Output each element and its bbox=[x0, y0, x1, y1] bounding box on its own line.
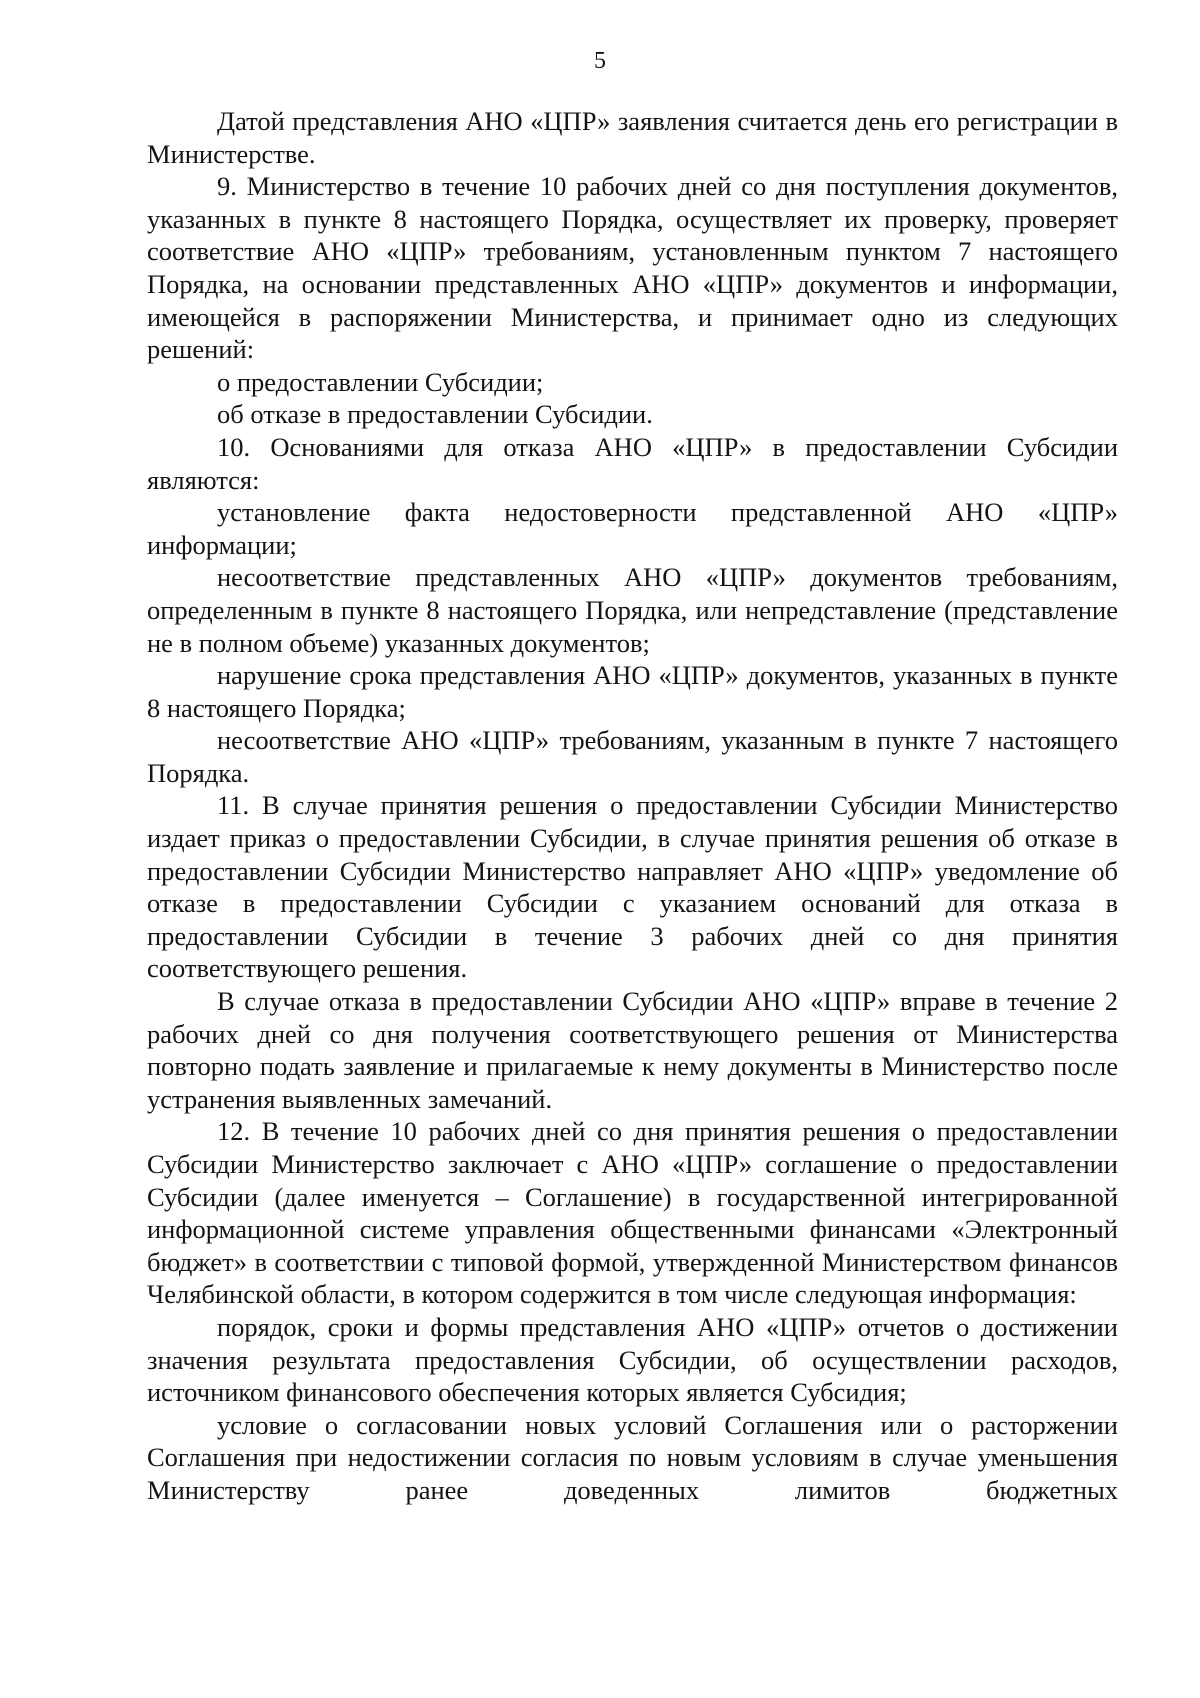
paragraph-item-11: 11. В случае принятия решения о предоставлении Субсидии Министерство издает приказ о предоставлении Субсидии, в случае принятия решения об отказе в предоставлении Субсидии Министерство направляет АНО «ЦПР» уведомление об отказе в предоставлении Субсидии с указанием оснований для отказа в предоставлении Субсидии в течение 3 рабочих дней со дня принятия соответствующего решения. bbox=[147, 790, 1118, 984]
paragraph-agreement-conditions: условие о согласовании новых условий Соглашения или о расторжении Соглашения при недостижении согласия по новым условиям в случае уменьшения Министерству ранее доведенных лимитов бюджетных bbox=[147, 1409, 1118, 1505]
paragraph-item-9: 9. Министерство в течение 10 рабочих дней со дня поступления документов, указанных в пункте 8 настоящего Порядка, осуществляет их проверку, проверяет соответствие АНО «ЦПР» требованиям, установленным пунктом 7 настоящего Порядка, на основании представленных АНО «ЦПР» документов и информации, имеющейся в распоряжении Министерства, и принимает одно из следующих решений: bbox=[147, 171, 1118, 365]
paragraph-item-10: 10. Основаниями для отказа АНО «ЦПР» в предоставлении Субсидии являются: bbox=[147, 431, 1118, 495]
paragraph-ground-documents-mismatch: несоответствие представленных АНО «ЦПР» документов требованиям, определенным в пункте 8 настоящего Порядка, или непредставление (представление не в полном объеме) указанных документов; bbox=[147, 562, 1118, 658]
paragraph-refusal-resubmission: В случае отказа в предоставлении Субсидии АНО «ЦПР» вправе в течение 2 рабочих дней со дня получения соответствующего решения от Министерства повторно подать заявление и прилагаемые к нему документы в Министерство после устранения выявленных замечаний. bbox=[147, 986, 1118, 1114]
paragraph-item-12: 12. В течение 10 рабочих дней со дня принятия решения о предоставлении Субсидии Министерство заключает с АНО «ЦПР» соглашение о предоставлении Субсидии (далее именуется – Соглашение) в государственной интегрированной информационной системе управления общественными финансами «Электронный бюджет» в соответствии с типовой формой, утвержденной Министерством финансов Челябинской области, в котором содержится в том числе следующая информация: bbox=[147, 1116, 1118, 1310]
paragraph-decision-refuse: об отказе в предоставлении Субсидии. bbox=[217, 399, 653, 430]
paragraph-submission-date: Датой представления АНО «ЦПР» заявления считается день его регистрации в Министерстве. bbox=[147, 106, 1118, 169]
paragraph-ground-requirements-mismatch: несоответствие АНО «ЦПР» требованиям, указанным в пункте 7 настоящего Порядка. bbox=[147, 725, 1118, 788]
page-number: 5 bbox=[594, 48, 606, 74]
document-body bbox=[147, 105, 1118, 1507]
paragraph-decision-grant: о предоставлении Субсидии; bbox=[217, 366, 544, 397]
paragraph-ground-deadline-violation: нарушение срока представления АНО «ЦПР» документов, указанных в пункте 8 настоящего Порядка; bbox=[147, 660, 1118, 723]
paragraph-ground-unreliable-info: установление факта недостоверности представленной АНО «ЦПР» информации; bbox=[147, 497, 1118, 560]
paragraph-reporting-procedure: порядок, сроки и формы представления АНО «ЦПР» отчетов о достижении значения результата предоставления Субсидии, об осуществлении расходов, источником финансового обеспечения которых является Субсидия; bbox=[147, 1311, 1118, 1408]
